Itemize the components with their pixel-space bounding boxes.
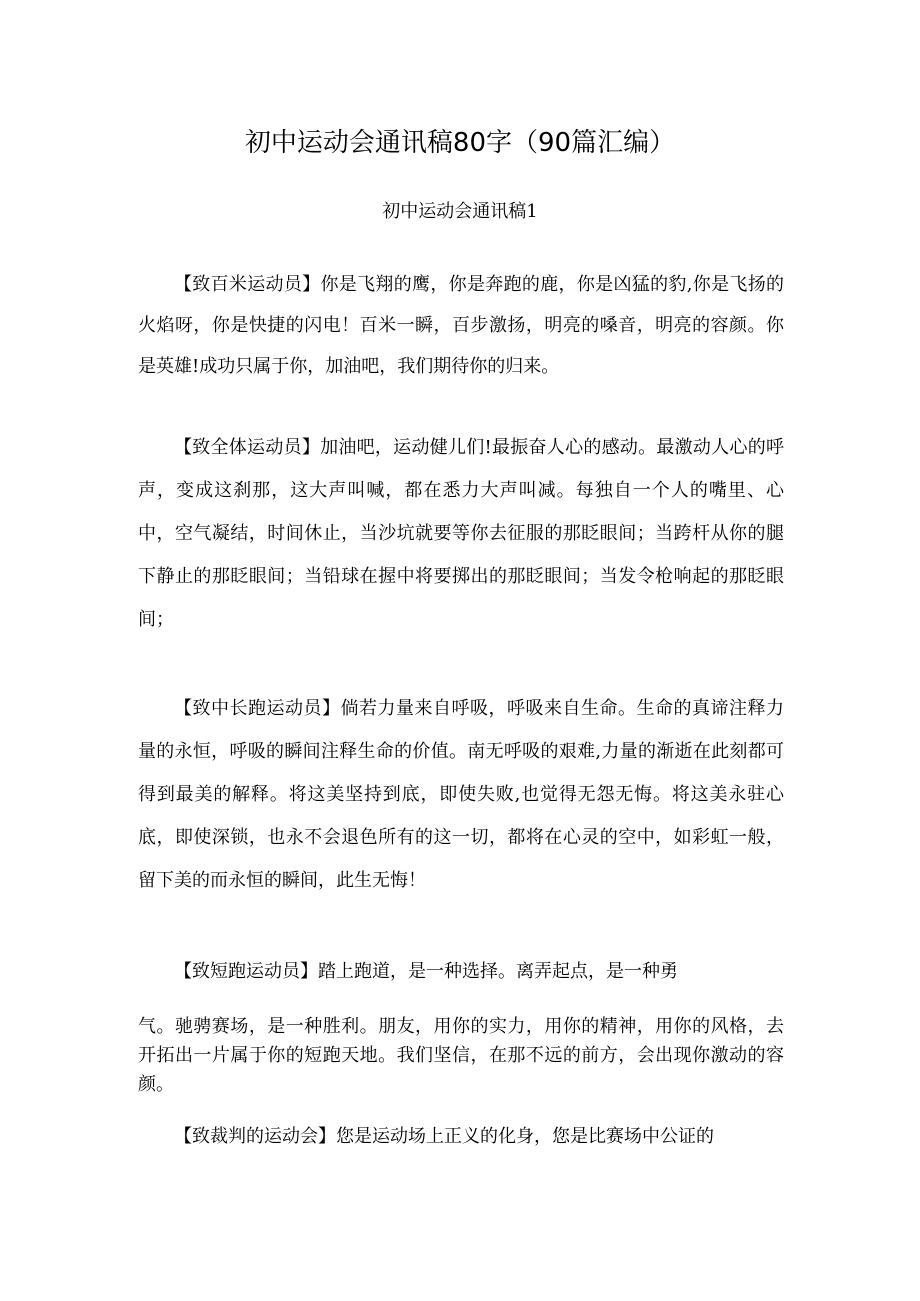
- paragraph-middle-distance-runners: 【致中长跑运动员】倘若力量来自呼吸，呼吸来自生命。生命的真谛注释力量的永恒，呼吸的瞬间注释生命的价值。南无呼吸的艰难,力量的渐逝在此刻都可得到最美的解释。将这美坚持到底，即使失败,也觉得无怨无悔。将这美永驻心底，即使深锁，也永不会退色所有的这一切，都将在心灵的空中，如彩虹一般，留下美的而永恒的瞬间，此生无悔！: [138, 698, 784, 891]
- paragraph-100m-runners: 【致百米运动员】你是飞翔的鹰，你是奔跑的鹿，你是凶猛的豹,你是飞扬的火焰呀，你是快捷的闪电！百米一瞬，百步激扬，明亮的嗓音，明亮的容颜。你是英雄!成功只属于你，加油吧，我们期待你的归来。: [138, 274, 784, 377]
- section-heading: 初中运动会通讯稿1: [382, 201, 538, 222]
- paragraph-sprinters-first-line: 【致短跑运动员】踏上跑道，是一种选择。离弄起点，是一种勇: [174, 961, 678, 982]
- paragraph-all-athletes: 【致全体运动员】加油吧，运动健儿们!最振奋人心的感动。最激动人心的呼声，变成这刹那，这大声叫喊，都在悉力大声叫减。每独自一个人的嘴里、心中，空气凝结，时间休止，当沙坑就要等你去征服的那眨眼间；当跨杆从你的腿下静止的那眨眼间；当铅球在握中将要掷出的那眨眼间；当发令枪响起的那眨眼间；: [138, 437, 784, 630]
- paragraph-referees: 【致裁判的运动会】您是运动场上正义的化身，您是比赛场中公证的: [174, 1126, 714, 1147]
- document-title: 初中运动会通讯稿80字（90篇汇编）: [244, 128, 676, 158]
- paragraph-sprinters-continued: 气。驰骋赛场，是一种胜利。朋友，用你的实力，用你的精神，用你的风格，去开拓出一片属于你的短跑天地。我们坚信，在那不远的前方，会出现你激动的容颜。: [138, 1016, 784, 1095]
